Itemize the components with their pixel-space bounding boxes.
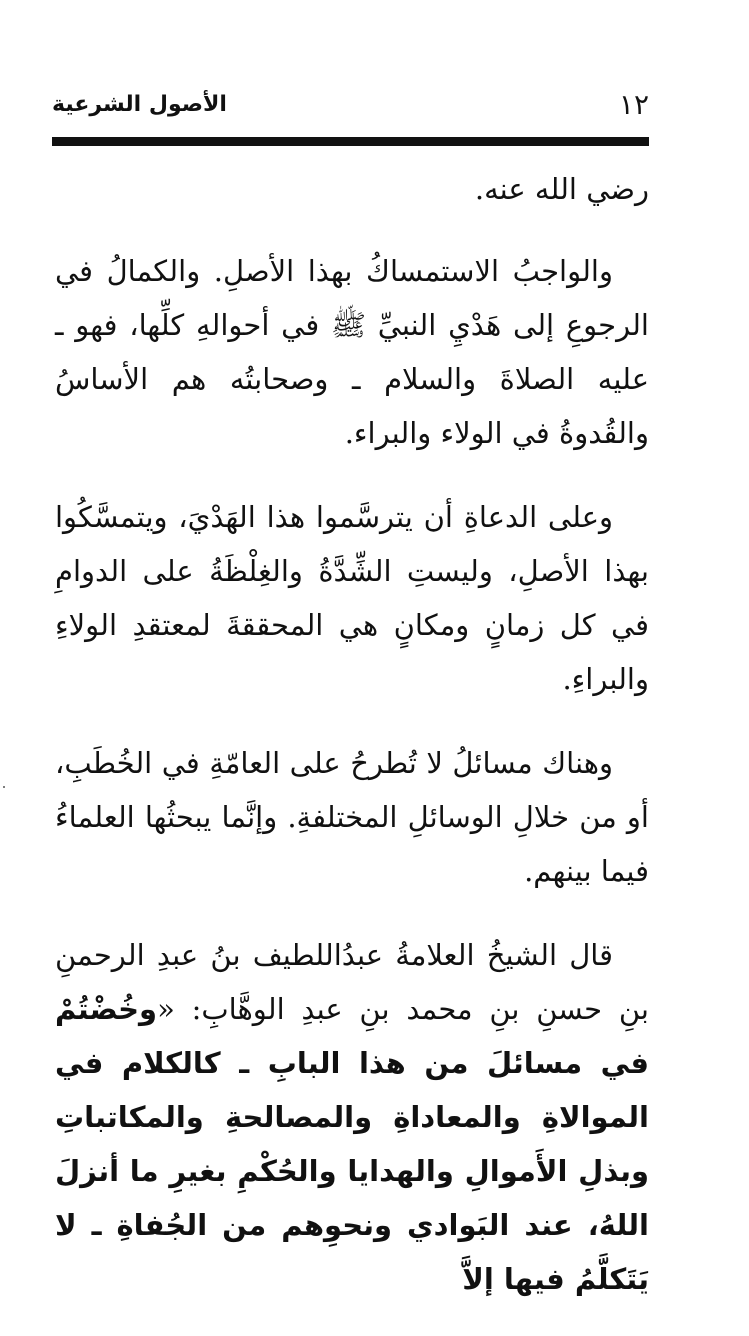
paragraph-2-text: والواجبُ الاستمساكُ بهذا الأصلِ. والكمالُ في الرجوعِ إلى هَدْيِ النبيِّ ﷺ في أحوالهِ كلِّها، فهو ـ عليه الصلاةَ والسلام ـ وصحابتُه هم الأساسُ والقُدوةُ في الولاء والبراء. bbox=[55, 254, 649, 450]
page-number: ١٢ bbox=[618, 88, 649, 121]
paragraph-5-text: قال الشيخُ العلامةُ عبدُاللطيف بنُ عبدِ الرحمنِ بنِ حسنِ بنِ محمد بنِ عبدِ الوهَّابِ: « bbox=[55, 938, 649, 1026]
header-rule bbox=[52, 137, 649, 146]
paragraph-4 bbox=[55, 736, 649, 898]
book-title: الأصول الشرعية bbox=[52, 92, 227, 117]
paragraph-5 bbox=[55, 928, 649, 1306]
paragraph-1-text: رضي الله عنه. bbox=[474, 172, 649, 206]
paragraph-2 bbox=[55, 244, 649, 460]
quotation-bold-text: وخُضْتُمْ في مسائلَ من هذا البابِ ـ كالكلام في الموالاةِ والمعاداةِ والمصالحةِ والمكاتباتِ وبذلِ الأَموالِ والهدايا والحُكْمِ بغيرِ ما أنزلَ اللهُ، عند البَوادي ونحوِهم من الجُفاةِ ـ لا يَتَكلَّمُ فيها إلاَّ bbox=[55, 992, 649, 1296]
page-body bbox=[55, 162, 649, 1336]
paragraph-3 bbox=[55, 490, 649, 706]
paragraph-1 bbox=[55, 162, 649, 216]
paragraph-3-text: وعلى الدعاةِ أن يترسَّموا هذا الهَدْيَ، ويتمسَّكُوا بهذا الأصلِ، وليستِ الشِّدَّةُ والغِلْظَةُ على الدوامِ في كل زمانٍ ومكانٍ هي المحققةَ لمعتقدِ الولاءِ والبراءِ. bbox=[55, 500, 649, 696]
page-header bbox=[52, 82, 649, 122]
paragraph-4-text: وهناك مسائلُ لا تُطرحُ على العامّةِ في الخُطَبِ، أو من خلالِ الوسائلِ المختلفةِ. وإنَّما يبحثُها العلماءُ فيما بينهم. bbox=[55, 746, 649, 888]
scan-speck bbox=[3, 786, 5, 788]
